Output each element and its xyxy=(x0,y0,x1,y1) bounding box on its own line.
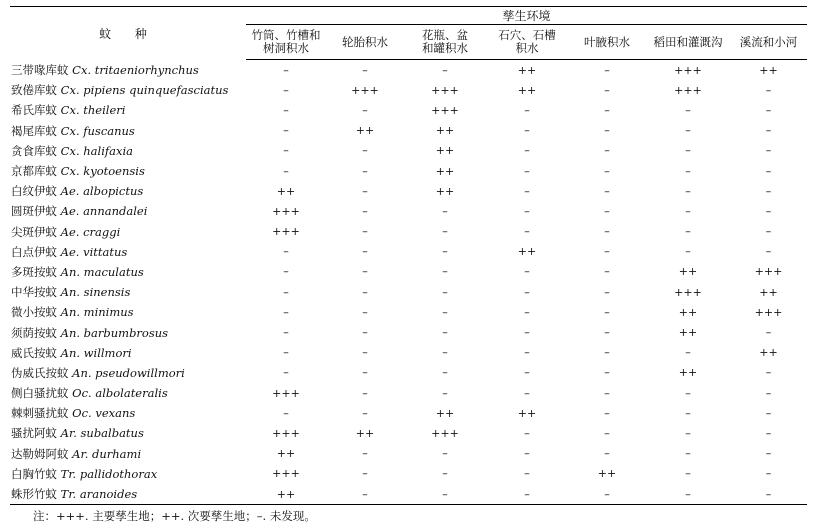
habitat-value-cell: – xyxy=(604,144,610,158)
habitat-value-cell: ++ xyxy=(355,124,375,138)
habitat-value-cell: – xyxy=(283,326,289,340)
habitat-value-cell: – xyxy=(765,144,772,158)
species-name-cell xyxy=(10,403,246,423)
species-chinese-name: 蛛形竹蚊 xyxy=(11,487,57,502)
table-row xyxy=(10,181,807,201)
habitat-value-cell: – xyxy=(362,467,368,481)
species-latin-name: Ae. annandalei xyxy=(60,204,148,219)
species-chinese-name: 棘刺骚扰蚊 xyxy=(11,406,69,421)
species-latin-name: Cx. fuscanus xyxy=(60,123,135,138)
habitat-value-cell: – xyxy=(765,164,772,178)
table-row xyxy=(10,302,807,322)
habitat-value-cell: ++ xyxy=(517,406,537,420)
species-chinese-name: 威氏按蚊 xyxy=(11,345,57,360)
habitat-value-cell: – xyxy=(362,164,368,178)
habitat-value-cell: – xyxy=(404,484,486,505)
habitat-value-cell: – xyxy=(283,83,289,97)
habitat-value-cell: +++ xyxy=(674,285,702,299)
habitat-value-cell: – xyxy=(362,386,368,400)
species-chinese-name: 骚扰阿蚊 xyxy=(11,426,57,441)
habitat-value-cell: – xyxy=(765,245,772,259)
habitat-value-cell: – xyxy=(604,305,610,319)
habitat-value-cell: – xyxy=(765,366,772,380)
habitat-value-cell: +++ xyxy=(272,467,300,481)
species-name-cell xyxy=(10,484,246,505)
habitat-value-cell: – xyxy=(524,265,530,279)
habitat-value-cell: – xyxy=(283,346,289,360)
species-name-cell xyxy=(10,282,246,302)
habitat-value-cell: – xyxy=(442,447,448,461)
table-row xyxy=(10,322,807,342)
species-column-header: 蚊 种 xyxy=(10,7,246,60)
habitat-value-cell: +++ xyxy=(272,426,300,440)
habitat-value-cell: – xyxy=(604,406,610,420)
table-row xyxy=(10,484,807,505)
habitat-value-cell: – xyxy=(524,164,530,178)
habitat-value-cell: – xyxy=(442,285,448,299)
habitat-value-cell: ++ xyxy=(678,326,698,340)
species-name-cell xyxy=(10,464,246,484)
habitat-value-cell: +++ xyxy=(272,225,300,239)
habitat-value-cell: – xyxy=(524,386,530,400)
species-latin-name: Ae. vittatus xyxy=(60,244,128,259)
habitat-value-cell: – xyxy=(524,103,530,117)
table-row xyxy=(10,100,807,120)
habitat-value-cell: – xyxy=(765,386,772,400)
table-row xyxy=(10,282,807,302)
table-row xyxy=(10,161,807,181)
habitat-value-cell: – xyxy=(765,467,772,481)
table-row xyxy=(10,423,807,443)
habitat-value-cell: – xyxy=(362,406,368,420)
table-row xyxy=(10,60,807,81)
species-latin-name: Oc. vexans xyxy=(72,406,136,421)
habitat-value-cell: – xyxy=(362,103,368,117)
species-name-cell xyxy=(10,60,246,81)
habitat-value-cell: – xyxy=(524,447,530,461)
habitat-value-cell: – xyxy=(604,265,610,279)
habitat-value-cell: ++ xyxy=(276,447,296,461)
species-chinese-name: 中华按蚊 xyxy=(11,285,57,300)
habitat-value-cell: – xyxy=(283,285,289,299)
table-row xyxy=(10,222,807,242)
habitat-value-cell: – xyxy=(283,265,289,279)
habitat-value-cell: ++ xyxy=(759,346,778,360)
table-row xyxy=(10,343,807,363)
habitat-column-header: 溪流和小河 xyxy=(730,25,807,60)
habitat-value-cell: – xyxy=(524,326,530,340)
species-chinese-name: 侧白骚扰蚊 xyxy=(11,386,69,401)
habitat-value-cell: ++ xyxy=(517,245,537,259)
habitat-value-cell: – xyxy=(604,285,610,299)
species-latin-name: Ar. durhami xyxy=(72,446,142,461)
species-chinese-name: 三带喙库蚊 xyxy=(11,62,69,77)
habitat-group-header: 孳生环境 xyxy=(246,7,807,25)
habitat-value-cell: – xyxy=(685,346,691,360)
habitat-value-cell: – xyxy=(442,366,448,380)
habitat-value-cell: – xyxy=(442,326,448,340)
habitat-value-cell: – xyxy=(604,426,610,440)
habitat-value-cell: – xyxy=(524,305,530,319)
habitat-value-cell: ++ xyxy=(678,366,698,380)
species-latin-name: An. maculatus xyxy=(60,264,144,279)
habitat-value-cell: – xyxy=(442,305,448,319)
table-row xyxy=(10,201,807,221)
species-chinese-name: 白胸竹蚊 xyxy=(11,466,57,481)
habitat-value-cell: – xyxy=(283,366,289,380)
species-latin-name: An. pseudowillmori xyxy=(72,365,185,380)
species-name-cell xyxy=(10,141,246,161)
species-latin-name: Ae. albopictus xyxy=(60,184,144,199)
habitat-value-cell: – xyxy=(730,484,807,505)
habitat-column-header: 石穴、石槽 积水 xyxy=(486,25,568,60)
habitat-value-cell: – xyxy=(524,144,530,158)
species-name-cell xyxy=(10,80,246,100)
habitat-value-cell: ++ xyxy=(597,467,617,481)
species-chinese-name: 京都库蚊 xyxy=(11,164,57,179)
habitat-value-cell: – xyxy=(765,124,772,138)
habitat-value-cell: ++ xyxy=(759,285,778,299)
habitat-value-cell: – xyxy=(685,245,691,259)
habitat-value-cell: – xyxy=(362,305,368,319)
habitat-value-cell: – xyxy=(604,164,610,178)
habitat-value-cell: ++ xyxy=(678,265,698,279)
table-row xyxy=(10,262,807,282)
habitat-value-cell: – xyxy=(685,386,691,400)
species-latin-name: Cx. kyotoensis xyxy=(60,164,145,179)
habitat-value-cell: – xyxy=(685,225,691,239)
species-name-cell xyxy=(10,383,246,403)
habitat-value-cell: – xyxy=(283,245,289,259)
habitat-value-cell: – xyxy=(442,346,448,360)
habitat-value-cell: – xyxy=(604,103,610,117)
species-latin-name: Cx. halifaxia xyxy=(60,143,134,158)
species-name-cell xyxy=(10,242,246,262)
habitat-value-cell: – xyxy=(524,366,530,380)
species-latin-name: Ar. subalbatus xyxy=(60,426,144,441)
habitat-value-cell: +++ xyxy=(431,83,459,97)
habitat-value-cell: – xyxy=(685,103,691,117)
habitat-value-cell: – xyxy=(765,406,772,420)
habitat-value-cell: – xyxy=(765,426,772,440)
habitat-value-cell: – xyxy=(524,467,530,481)
habitat-value-cell: ++ xyxy=(246,484,326,505)
habitat-value-cell: – xyxy=(685,467,691,481)
habitat-value-cell: – xyxy=(604,326,610,340)
habitat-value-cell: +++ xyxy=(431,103,459,117)
table-footnote: 注：+++. 主要孳生地；++. 次要孳生地；–. 未发现。 xyxy=(33,509,316,523)
species-chinese-name: 贪食库蚊 xyxy=(11,143,57,158)
habitat-value-cell: – xyxy=(362,346,368,360)
species-chinese-name: 多斑按蚊 xyxy=(11,264,57,279)
habitat-value-cell: +++ xyxy=(674,83,702,97)
habitat-value-cell: – xyxy=(765,326,772,340)
habitat-value-cell: – xyxy=(765,225,772,239)
species-name-cell xyxy=(10,322,246,342)
habitat-value-cell: – xyxy=(283,305,289,319)
habitat-value-cell: – xyxy=(362,326,368,340)
species-latin-name: Cx. theileri xyxy=(60,103,126,118)
habitat-value-cell: – xyxy=(283,103,289,117)
habitat-value-cell: – xyxy=(685,144,691,158)
species-chinese-name: 褐尾库蚊 xyxy=(11,123,57,138)
habitat-value-cell: – xyxy=(765,103,772,117)
species-latin-name: An. willmori xyxy=(60,345,132,360)
habitat-value-cell: – xyxy=(362,63,368,77)
habitat-value-cell: – xyxy=(765,447,772,461)
habitat-value-cell: – xyxy=(442,204,448,218)
species-name-cell xyxy=(10,302,246,322)
habitat-value-cell: – xyxy=(326,484,404,505)
species-latin-name: Oc. albolateralis xyxy=(72,386,168,401)
habitat-value-cell: – xyxy=(442,245,448,259)
habitat-value-cell: ++ xyxy=(435,184,455,198)
habitat-value-cell: – xyxy=(442,225,448,239)
habitat-value-cell: – xyxy=(362,225,368,239)
species-latin-name: Tr. pallidothorax xyxy=(60,466,158,481)
habitat-value-cell: – xyxy=(283,63,289,77)
species-name-cell xyxy=(10,343,246,363)
habitat-value-cell: – xyxy=(362,184,368,198)
table-row xyxy=(10,363,807,383)
species-name-cell xyxy=(10,222,246,242)
species-latin-name: Ae. craggi xyxy=(60,224,121,239)
habitat-value-cell: – xyxy=(646,484,730,505)
habitat-value-cell: – xyxy=(685,184,691,198)
habitat-value-cell: – xyxy=(604,447,610,461)
habitat-value-cell: – xyxy=(524,184,530,198)
species-latin-name: An. barbumbrosus xyxy=(60,325,169,340)
habitat-value-cell: – xyxy=(524,204,530,218)
table-row xyxy=(10,242,807,262)
species-chinese-name: 致倦库蚊 xyxy=(11,83,57,98)
habitat-value-cell: – xyxy=(568,484,646,505)
species-latin-name: Tr. aranoides xyxy=(60,487,138,502)
habitat-value-cell: – xyxy=(362,144,368,158)
table-row xyxy=(10,121,807,141)
habitat-value-cell: ++ xyxy=(517,63,537,77)
habitat-column-header: 竹筒、竹槽和 树洞积水 xyxy=(246,25,326,60)
species-chinese-name: 希氏库蚊 xyxy=(11,103,57,118)
habitat-value-cell: – xyxy=(442,265,448,279)
habitat-column-header: 叶腋积水 xyxy=(568,25,646,60)
species-name-cell xyxy=(10,161,246,181)
habitat-value-cell: – xyxy=(283,124,289,138)
habitat-value-cell: +++ xyxy=(431,426,459,440)
habitat-value-cell: +++ xyxy=(272,204,300,218)
habitat-value-cell: – xyxy=(442,467,448,481)
habitat-value-cell: – xyxy=(604,346,610,360)
habitat-value-cell: – xyxy=(685,164,691,178)
species-chinese-name: 尖斑伊蚊 xyxy=(11,224,57,239)
habitat-column-header: 稻田和灌溉沟 xyxy=(646,25,730,60)
table-row xyxy=(10,80,807,100)
species-name-cell xyxy=(10,121,246,141)
species-chinese-name: 白点伊蚊 xyxy=(11,244,57,259)
table-row xyxy=(10,464,807,484)
species-latin-name: An. sinensis xyxy=(60,285,131,300)
habitat-column-header: 轮胎积水 xyxy=(326,25,404,60)
habitat-value-cell: – xyxy=(604,245,610,259)
table-row xyxy=(10,383,807,403)
habitat-value-cell: ++ xyxy=(759,63,778,77)
habitat-value-cell: – xyxy=(362,204,368,218)
habitat-value-cell: – xyxy=(604,225,610,239)
habitat-value-cell: – xyxy=(442,386,448,400)
species-chinese-name: 微小按蚊 xyxy=(11,305,57,320)
species-name-cell xyxy=(10,363,246,383)
habitat-value-cell: ++ xyxy=(435,406,455,420)
table-row xyxy=(10,403,807,423)
habitat-value-cell: ++ xyxy=(517,83,537,97)
habitat-column-header: 花瓶、盆 和罐积水 xyxy=(404,25,486,60)
habitat-value-cell: – xyxy=(524,285,530,299)
species-name-cell xyxy=(10,444,246,464)
habitat-value-cell: – xyxy=(283,164,289,178)
habitat-value-cell: – xyxy=(685,426,691,440)
habitat-value-cell: – xyxy=(362,265,368,279)
habitat-value-cell: – xyxy=(765,204,772,218)
habitat-value-cell: +++ xyxy=(754,305,783,319)
species-latin-name: Cx. pipiens quinquefasciatus xyxy=(60,83,229,98)
habitat-value-cell: +++ xyxy=(754,265,783,279)
habitat-value-cell: ++ xyxy=(435,144,455,158)
habitat-value-cell: – xyxy=(765,184,772,198)
habitat-value-cell: – xyxy=(765,83,772,97)
table-row xyxy=(10,444,807,464)
habitat-value-cell: – xyxy=(524,124,530,138)
species-chinese-name: 须荫按蚊 xyxy=(11,325,57,340)
species-chinese-name: 达勒姆阿蚊 xyxy=(11,446,69,461)
habitat-value-cell: ++ xyxy=(435,164,455,178)
table-row xyxy=(10,141,807,161)
habitat-value-cell: – xyxy=(604,386,610,400)
habitat-value-cell: – xyxy=(283,144,289,158)
habitat-value-cell: – xyxy=(685,124,691,138)
species-name-cell xyxy=(10,262,246,282)
habitat-value-cell: – xyxy=(486,484,568,505)
habitat-value-cell: – xyxy=(604,184,610,198)
species-name-cell xyxy=(10,181,246,201)
habitat-value-cell: +++ xyxy=(674,63,702,77)
habitat-value-cell: ++ xyxy=(276,184,296,198)
habitat-value-cell: – xyxy=(524,346,530,360)
species-chinese-name: 伪威氏按蚊 xyxy=(11,365,69,380)
habitat-value-cell: – xyxy=(362,285,368,299)
habitat-value-cell: ++ xyxy=(435,124,455,138)
habitat-value-cell: ++ xyxy=(678,305,698,319)
habitat-value-cell: – xyxy=(362,366,368,380)
species-latin-name: An. minimus xyxy=(60,305,134,320)
habitat-value-cell: – xyxy=(685,204,691,218)
habitat-value-cell: +++ xyxy=(351,83,379,97)
habitat-value-cell: – xyxy=(442,63,448,77)
species-name-cell xyxy=(10,201,246,221)
habitat-value-cell: – xyxy=(604,124,610,138)
habitat-value-cell: – xyxy=(524,426,530,440)
species-chinese-name: 圆斑伊蚊 xyxy=(11,204,57,219)
habitat-value-cell: – xyxy=(604,63,610,77)
breeding-habitat-table xyxy=(10,6,807,505)
habitat-value-cell: – xyxy=(362,245,368,259)
habitat-value-cell: – xyxy=(604,204,610,218)
species-latin-name: Cx. tritaeniorhynchus xyxy=(72,62,199,77)
habitat-value-cell: ++ xyxy=(355,426,375,440)
species-name-cell xyxy=(10,423,246,443)
species-name-cell xyxy=(10,100,246,120)
habitat-value-cell: – xyxy=(604,366,610,380)
habitat-value-cell: – xyxy=(685,406,691,420)
habitat-value-cell: +++ xyxy=(272,386,300,400)
habitat-value-cell: – xyxy=(283,406,289,420)
species-chinese-name: 白纹伊蚊 xyxy=(11,184,57,199)
habitat-value-cell: – xyxy=(604,83,610,97)
habitat-value-cell: – xyxy=(685,447,691,461)
habitat-value-cell: – xyxy=(362,447,368,461)
habitat-value-cell: – xyxy=(524,225,530,239)
